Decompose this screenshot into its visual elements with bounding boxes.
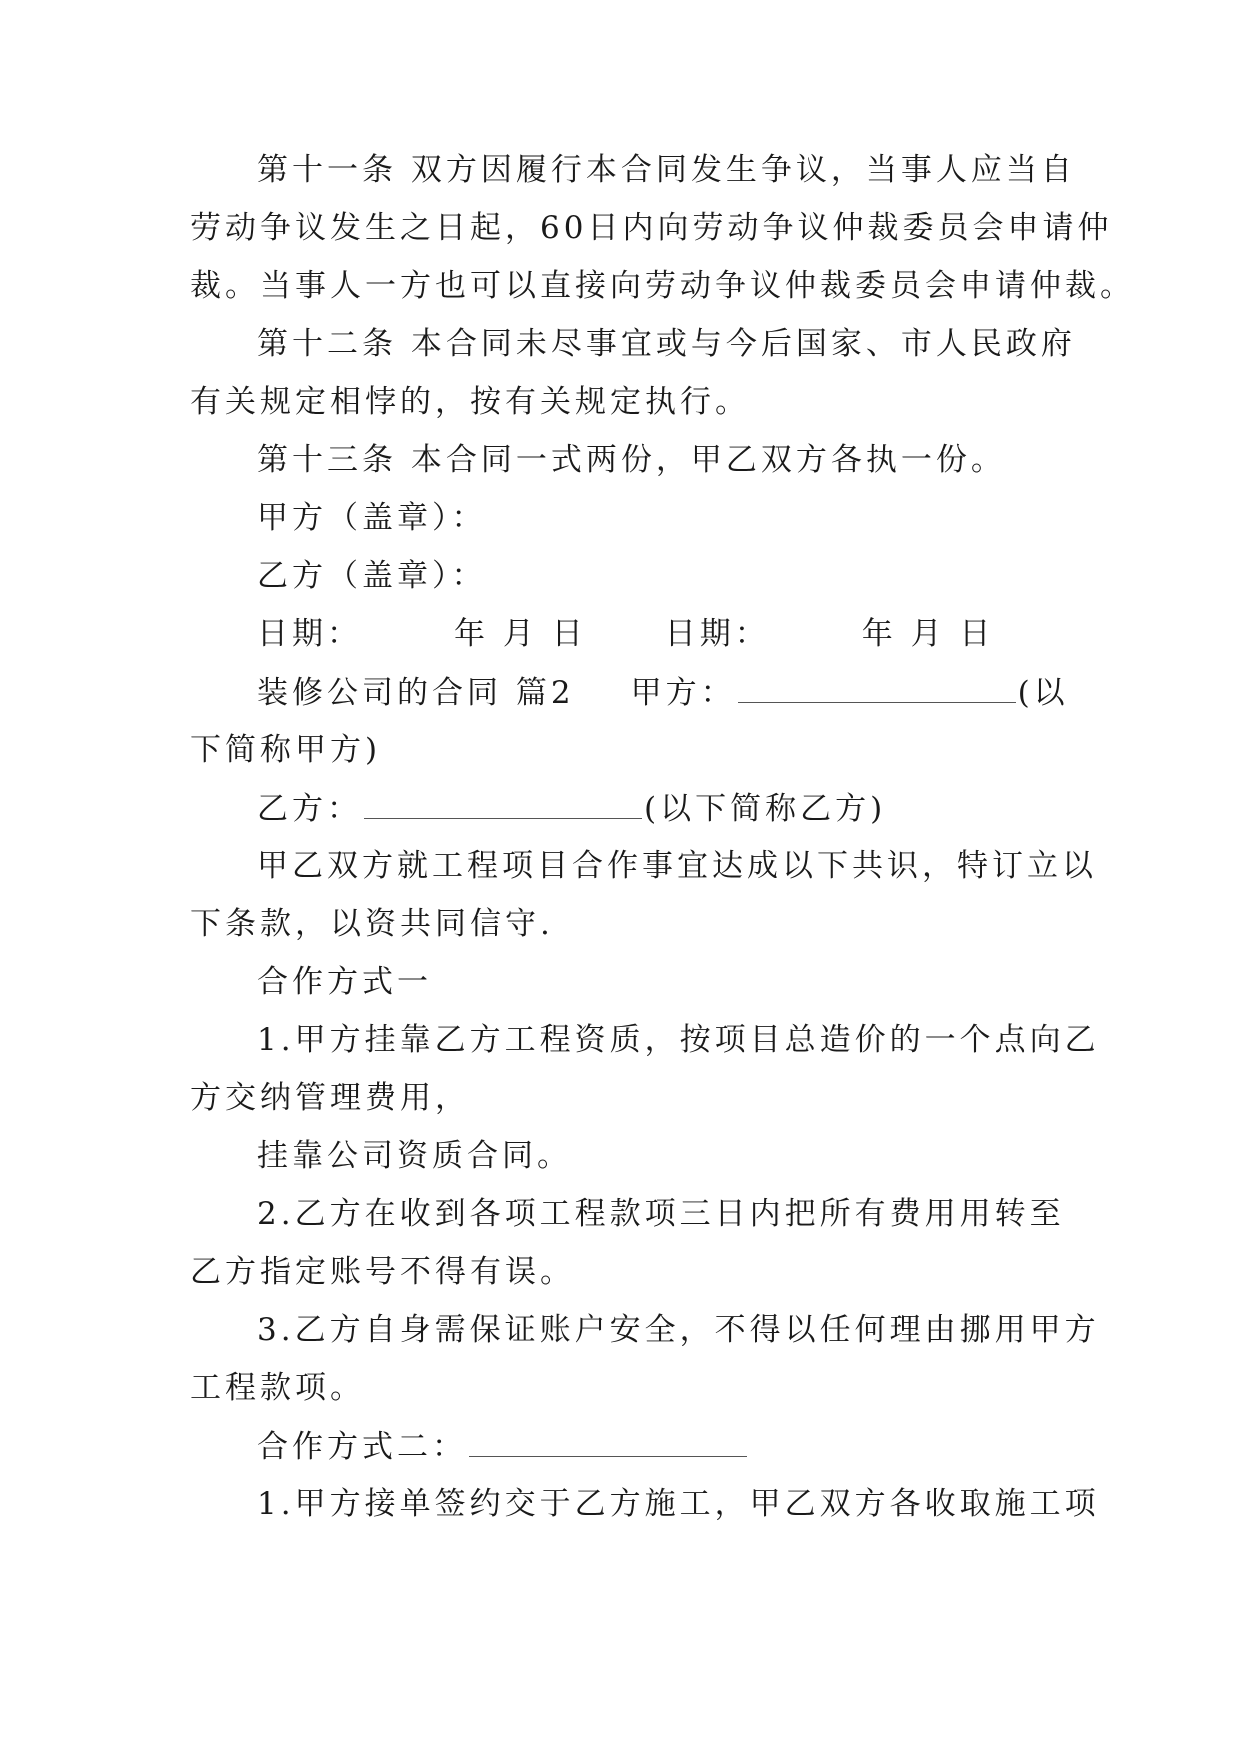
paragraph-line: 下条款，以资共同信守. [190, 906, 554, 942]
party-b-line [257, 788, 886, 828]
paragraph-line: 工程款项。 [190, 1370, 365, 1406]
date-label-2: 日期： [664, 616, 770, 652]
mode2-blank [469, 1426, 747, 1457]
contract-title: 装修公司的合同 篇2 [257, 675, 575, 711]
paragraph-line: 有关规定相悖的，按有关规定执行。 [190, 384, 750, 420]
party-b-blank [364, 788, 642, 819]
paragraph-line: 1.甲方接单签约交于乙方施工，甲乙双方各收取施工项 [257, 1486, 1100, 1522]
mode2-label: 合作方式二： [257, 1429, 467, 1465]
party-a-blank [738, 672, 1016, 703]
paragraph-line: 裁。当事人一方也可以直接向劳动争议仲裁委员会申请仲裁。 [190, 268, 1135, 304]
paragraph-line: 3.乙方自身需保证账户安全，不得以任何理由挪用甲方 [257, 1312, 1100, 1348]
paragraph-line: 乙方指定账号不得有误。 [190, 1254, 575, 1290]
paragraph-line: 甲乙双方就工程项目合作事宜达成以下共识，特订立以 [257, 848, 1097, 884]
paragraph-line: 第十二条 本合同未尽事宜或与今后国家、市人民政府 [257, 326, 1076, 362]
party-a-suffix: (以 [1017, 675, 1069, 711]
section-heading: 合作方式一 [257, 964, 432, 1000]
party-b-suffix: (以下简称乙方) [644, 791, 887, 827]
paragraph-line: 第十一条 双方因履行本合同发生争议，当事人应当自 [257, 152, 1076, 188]
paragraph-line: 挂靠公司资质合同。 [257, 1138, 572, 1174]
signature-party-b: 乙方（盖章）： [257, 558, 487, 594]
party-b-label: 乙方： [257, 791, 362, 827]
paragraph-line: 1.甲方挂靠乙方工程资质，按项目总造价的一个点向乙 [257, 1022, 1100, 1058]
contract-heading-line [257, 672, 1069, 712]
paragraph-line: 方交纳管理费用， [190, 1080, 470, 1116]
paragraph-line: 下简称甲方) [190, 732, 382, 768]
party-a-label: 甲方： [630, 675, 736, 711]
paragraph-line: 第十三条 本合同一式两份，甲乙双方各执一份。 [257, 442, 1006, 478]
date-line [257, 614, 994, 654]
date-ymd-1: 年 月 日 [454, 616, 587, 652]
paragraph-line: 劳动争议发生之日起，60日内向劳动争议仲裁委员会申请仲 [190, 210, 1113, 246]
paragraph-line: 2.乙方在收到各项工程款项三日内把所有费用用转至 [257, 1196, 1065, 1232]
date-label-1: 日期： [257, 616, 362, 652]
signature-party-a: 甲方（盖章）： [257, 500, 487, 536]
mode2-line [257, 1426, 749, 1466]
date-ymd-2: 年 月 日 [861, 616, 995, 652]
